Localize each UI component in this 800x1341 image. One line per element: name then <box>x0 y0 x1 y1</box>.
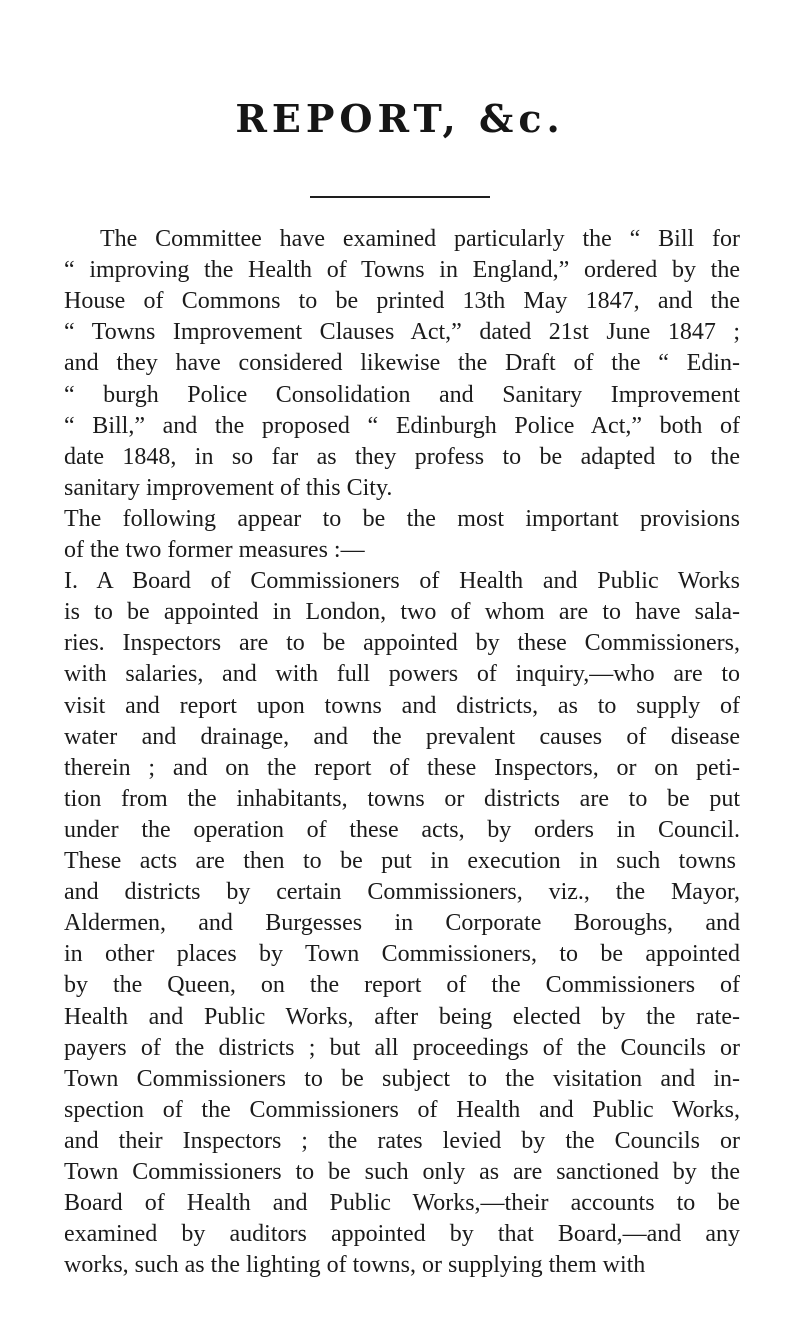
heading-rule <box>310 196 490 198</box>
text-line: works, such as the lighting of towns, or supplying them with <box>64 1252 646 1279</box>
text-line: and districts by certain Commissioners, viz., the Mayor, <box>64 879 740 906</box>
text-line: I. A Board of Commissioners of Health and Public Works <box>64 568 740 595</box>
text-line: Board of Health and Public Works,—their accounts to be <box>64 1190 740 1217</box>
text-line: therein ; and on the report of these Inspectors, or on peti- <box>64 754 740 781</box>
text-line: These acts are then to be put in execution in such towns <box>64 848 736 874</box>
text-line: Town Commissioners to be subject to the visitation and in- <box>64 1065 740 1092</box>
text-line: of the two former measures :— <box>64 537 365 563</box>
text-line: tion from the inhabitants, towns or districts are to be put <box>64 785 740 812</box>
text-line: payers of the districts ; but all proceedings of the Councils or <box>64 1034 740 1061</box>
text-line: spection of the Commissioners of Health and Public Works, <box>64 1096 740 1123</box>
text-line: date 1848, in so far as they profess to be adapted to the <box>64 443 740 470</box>
text-line: visit and report upon towns and districts, as to supply of <box>64 692 740 719</box>
text-line: “ Towns Improvement Clauses Act,” dated 21st June 1847 ; <box>64 319 740 346</box>
text-line: is to be appointed in London, two of whom are to have sala- <box>64 599 740 626</box>
text-line: Health and Public Works, after being elected by the rate- <box>64 1003 740 1030</box>
text-line: House of Commons to be printed 13th May 1847, and the <box>64 288 740 315</box>
text-line: “ improving the Health of Towns in England,” ordered by the <box>64 257 740 284</box>
text-line: sanitary improvement of this City. <box>64 474 393 501</box>
text-line: with salaries, and with full powers of inquiry,—who are to <box>64 661 740 688</box>
text-line: under the operation of these acts, by orders in Council. <box>64 816 740 843</box>
text-line: Town Commissioners to be such only as are sanctioned by the <box>64 1159 740 1185</box>
text-line: “ Bill,” and the proposed “ Edinburgh Police Act,” both of <box>64 412 740 439</box>
text-line: The following appear to be the most important provisions <box>64 505 740 532</box>
text-line: in other places by Town Commissioners, to be appointed <box>64 941 740 968</box>
report-heading: REPORT, &c. <box>235 96 565 141</box>
text-line: water and drainage, and the prevalent causes of disease <box>64 723 740 750</box>
text-line: ries. Inspectors are to be appointed by these Commissioners, <box>64 630 740 657</box>
text-line: and they have considered likewise the Draft of the “ Edin- <box>64 350 740 377</box>
text-line: Aldermen, and Burgesses in Corporate Boroughs, and <box>64 910 740 937</box>
text-line: The Committee have examined particularly the “ Bill for <box>100 226 740 252</box>
text-line: examined by auditors appointed by that Board,—and any <box>64 1221 740 1248</box>
text-line: “ burgh Police Consolidation and Sanitary Improvement <box>64 381 740 408</box>
text-line: and their Inspectors ; the rates levied by the Councils or <box>64 1127 740 1154</box>
text-line: by the Queen, on the report of the Commissioners of <box>64 972 740 999</box>
